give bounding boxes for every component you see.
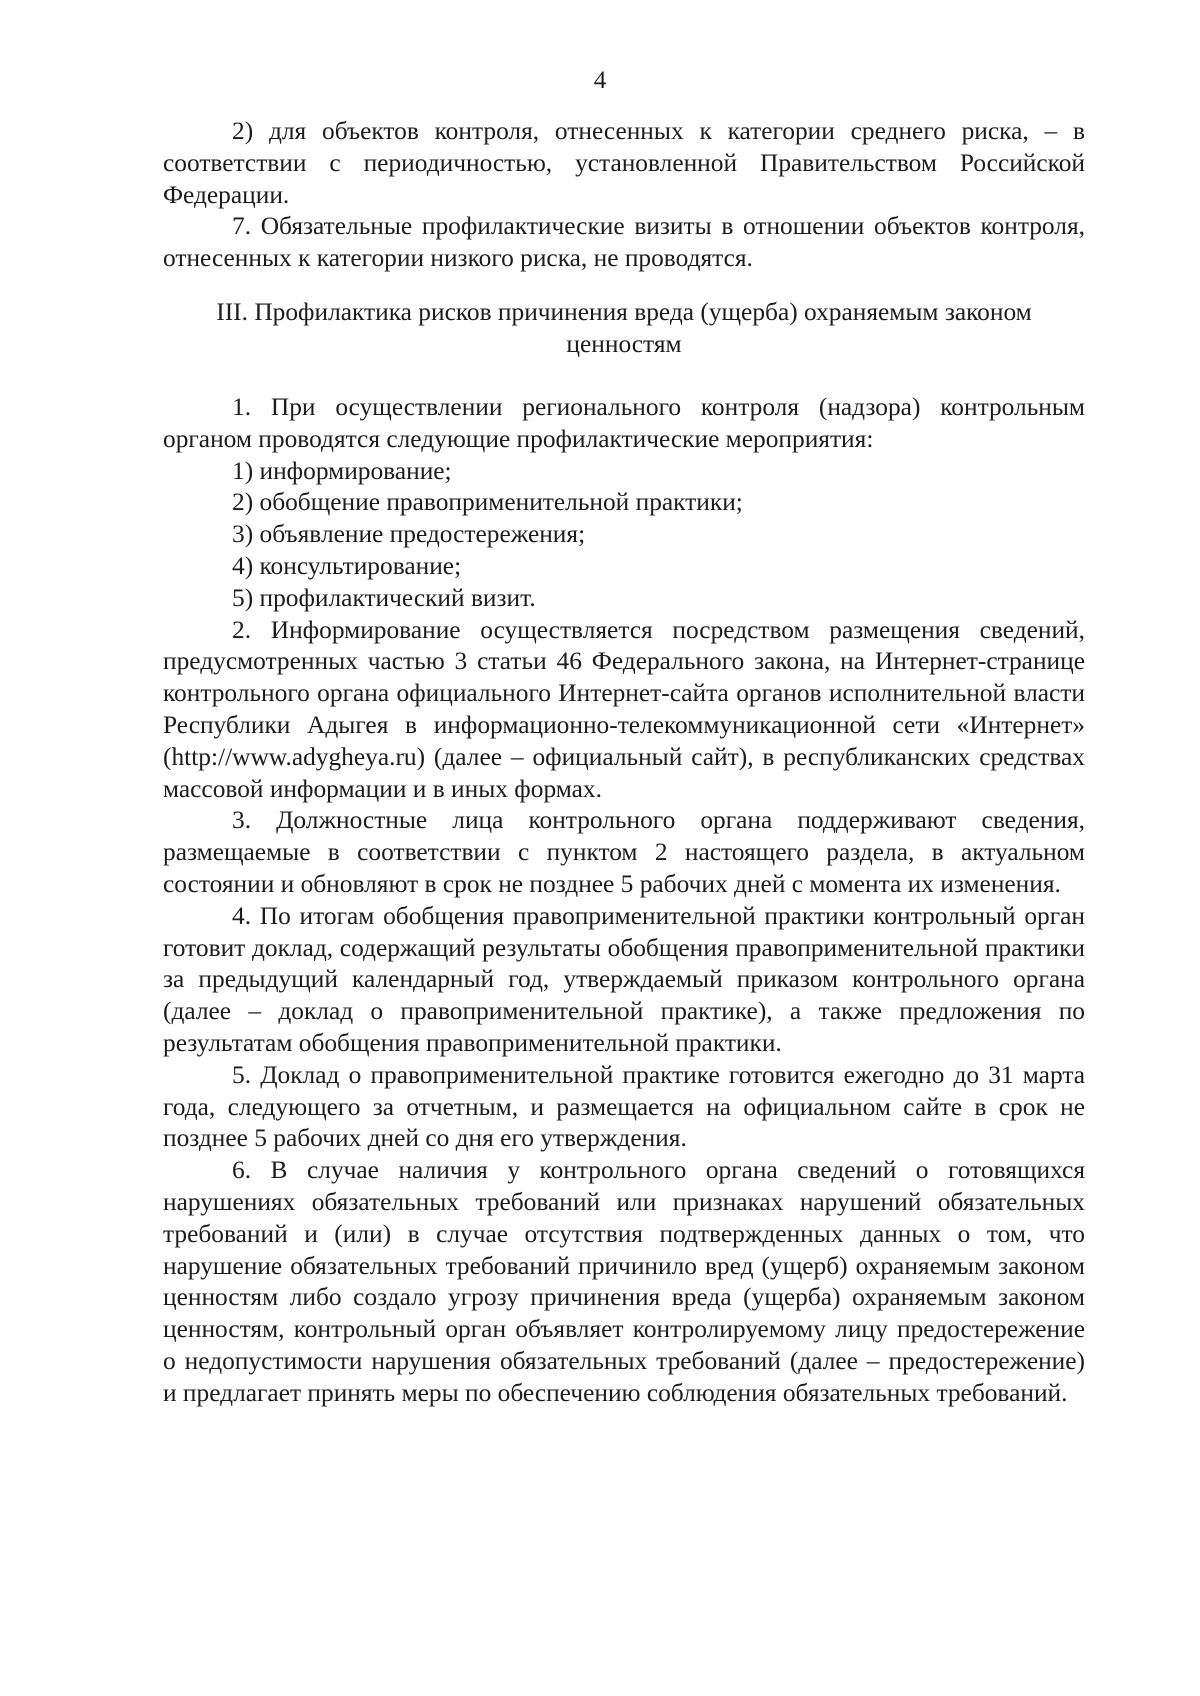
paragraph-2: 2. Информирование осуществляется посредством размещения сведений, предусмотренных частью 3 статьи 46 Федерального закона, на Интернет-странице контрольного органа официального Интернет-сайта органов исполнительной власти Республики Адыгея в информационно-телекоммуникационной сети «Интернет» (http://www.adygheya.ru) (далее – официальный сайт), в республиканских средствах массовой информации и в иных формах. — [163, 615, 1085, 803]
list-item: 1) информирование; — [232, 456, 452, 485]
list-item: 3) объявление предостережения; — [232, 520, 586, 549]
paragraph-7: 7. Обязательные профилактические визиты в отношении объектов контроля, отнесенных к категории низкого риска, не проводятся. — [163, 212, 1085, 273]
list-item: 4) консультирование; — [232, 551, 462, 580]
page-number: 4 — [593, 67, 607, 94]
section-heading-line-1: III. Профилактика рисков причинения вреда (ущерба) охраняемым законом — [216, 297, 1032, 326]
paragraph-4: 4. По итогам обобщения правоприменительной практики контрольный орган готовит доклад, содержащий результаты обобщения правоприменительной практики за предыдущий календарный год, утверждаемый приказом контрольного органа (далее – доклад о правоприменительной практике), а также предложения по результатам обобщения правоприменительной практики. — [163, 901, 1085, 1057]
paragraph-risk-medium: 2) для объектов контроля, отнесенных к категории среднего риска, – в соответствии с периодичностью, установленной Правительством Российской Федерации. — [163, 117, 1085, 209]
list-item: 2) обобщение правоприменительной практики; — [232, 488, 743, 517]
paragraph-6: 6. В случае наличия у контрольного органа сведений о готовящихся нарушениях обязательных требований или признаках нарушений обязательных требований и (или) в случае отсутствия подтвержденных данных о том, что нарушение обязательных требований причинило вред (ущерб) охраняемым законом ценностям либо создало угрозу причинения вреда (ущерба) охраняемым законом ценностям, контрольный орган объявляет контролируемому лицу предостережение о недопустимости нарушения обязательных требований (далее – предостережение) и предлагает принять меры по обеспечению соблюдения обязательных требований. — [163, 1156, 1085, 1407]
section-heading-line-2: ценностям — [566, 329, 682, 358]
paragraph-5: 5. Доклад о правоприменительной практике готовится ежегодно до 31 марта года, следующего за отчетным, и размещается на официальном сайте в срок не позднее 5 рабочих дней со дня его утверждения. — [163, 1060, 1085, 1153]
paragraph-3: 3. Должностные лица контрольного органа поддерживают сведения, размещаемые в соответствии с пунктом 2 настоящего раздела, в актуальном состоянии и обновляют в срок не позднее 5 рабочих дней с момента их изменения. — [163, 806, 1085, 898]
paragraph-1: 1. При осуществлении регионального контроля (надзора) контрольным органом проводятся следующие профилактические мероприятия: — [163, 392, 1085, 453]
list-item: 5) профилактический визит. — [232, 583, 536, 612]
section-heading — [163, 296, 1085, 360]
document-body — [163, 116, 1085, 1409]
